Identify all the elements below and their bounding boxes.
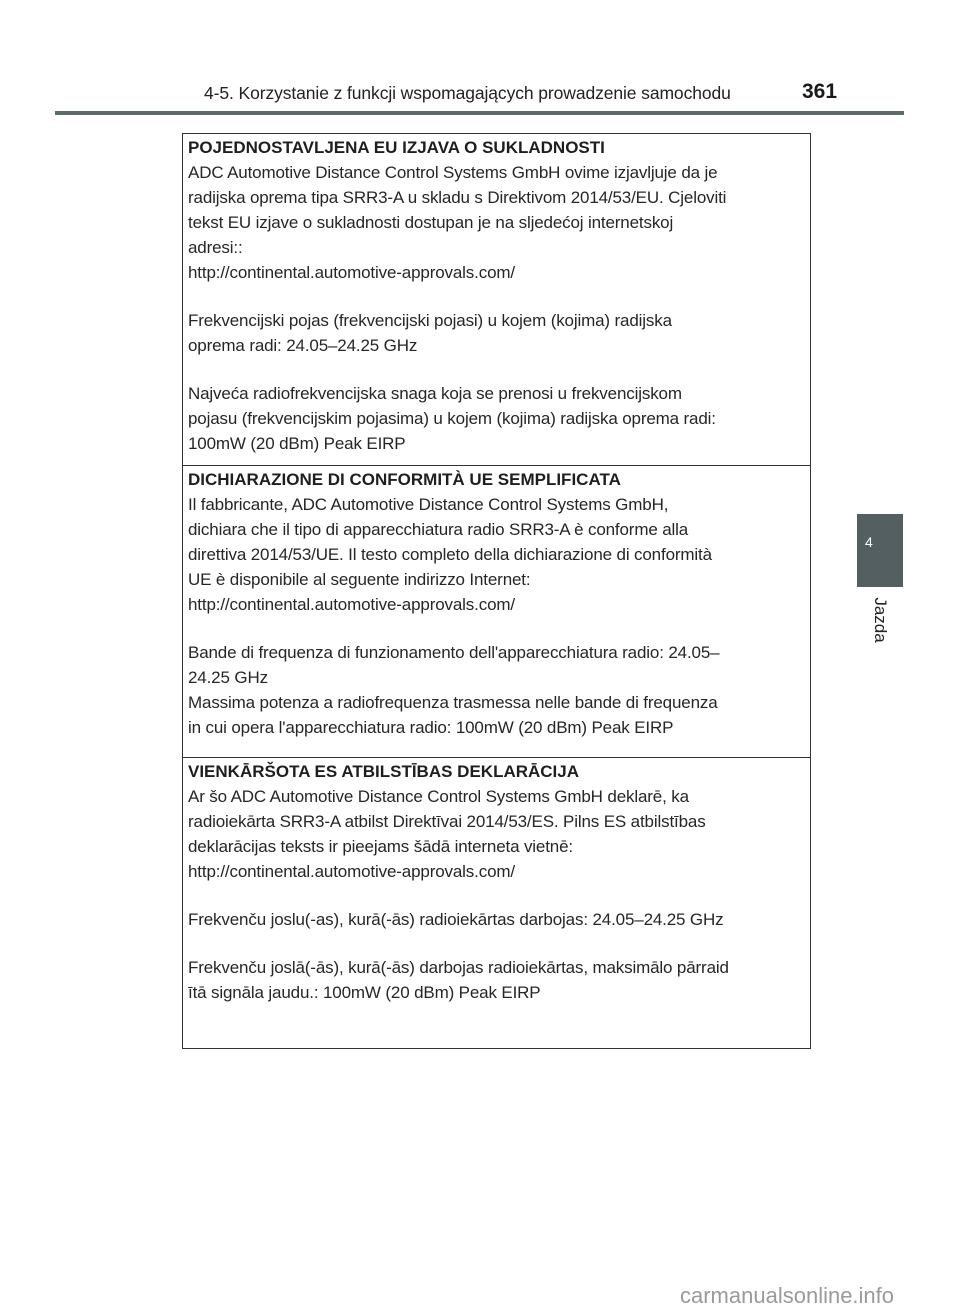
- text-line: oprema radi: 24.05–24.25 GHz: [188, 336, 418, 355]
- text-line: direttiva 2014/53/UE. Il testo completo della dichiarazione di conformità: [188, 545, 712, 564]
- text-line: tekst EU izjave o sukladnosti dostupan je na sljedećoj internetskoj: [188, 213, 674, 232]
- text-line: radijska oprema tipa SRR3-A u skladu s Direktivom 2014/53/EU. Cjeloviti: [188, 188, 727, 207]
- text-line: UE è disponibile al seguente indirizzo Internet:: [188, 570, 531, 589]
- url-text: http://continental.automotive-approvals.com/: [188, 862, 515, 881]
- text-line: Ar šo ADC Automotive Distance Control Systems GmbH deklarē, ka: [188, 787, 689, 806]
- url-text: http://continental.automotive-approvals.com/: [188, 263, 515, 282]
- text-line: ītā signāla jaudu.: 100mW (20 dBm) Peak EIRP: [188, 983, 541, 1002]
- watermark: carmanualsonline.info: [680, 1283, 895, 1308]
- url-text: http://continental.automotive-approvals.com/: [188, 595, 515, 614]
- declaration-section-croatian: [183, 134, 810, 465]
- text-line: deklarācijas teksts ir pieejams šādā interneta vietnē:: [188, 837, 573, 856]
- section-heading: DICHIARAZIONE DI CONFORMITÀ UE SEMPLIFICATA: [188, 470, 621, 489]
- chapter-tab: [857, 514, 903, 587]
- text-line: pojasu (frekvencijskim pojasima) u kojem (kojima) radijska oprema radi:: [188, 409, 716, 428]
- text-line: 24.25 GHz: [188, 668, 268, 687]
- text-line: dichiara che il tipo di apparecchiatura radio SRR3-A è conforme alla: [188, 520, 689, 539]
- text-line: ADC Automotive Distance Control Systems GmbH ovime izjavljuje da je: [188, 163, 718, 182]
- text-line: Frekvencijski pojas (frekvencijski pojasi) u kojem (kojima) radijska: [188, 311, 672, 330]
- text-line: in cui opera l'apparecchiatura radio: 100mW (20 dBm) Peak EIRP: [188, 718, 674, 737]
- text-line: Bande di frequenza di funzionamento dell'apparecchiatura radio: 24.05–: [188, 643, 720, 662]
- section-heading: VIENKĀRŠOTA ES ATBILSTĪBAS DEKLARĀCIJA: [188, 762, 580, 781]
- declaration-section-italian: [183, 465, 810, 757]
- header-divider: [55, 111, 904, 115]
- text-line: Frekvenču joslu(-as), kurā(-ās) radioiekārtas darbojas: 24.05–24.25 GHz: [188, 910, 724, 929]
- chapter-number: 4: [865, 534, 873, 550]
- section-heading: POJEDNOSTAVLJENA EU IZJAVA O SUKLADNOSTI: [188, 138, 605, 157]
- text-line: adresi::: [188, 238, 243, 257]
- declaration-box: [182, 133, 811, 1049]
- text-line: radioiekārta SRR3-A atbilst Direktīvai 2014/53/ES. Pilns ES atbilstības: [188, 812, 706, 831]
- text-line: 100mW (20 dBm) Peak EIRP: [188, 434, 406, 453]
- text-line: Frekvenču joslā(-ās), kurā(-ās) darbojas radioiekārtas, maksimālo pārraid: [188, 958, 729, 977]
- declaration-section-latvian: [183, 757, 810, 1048]
- section-title: 4-5. Korzystanie z funkcji wspomagających prowadzenie samochodu: [204, 83, 731, 103]
- page-number: 361: [802, 80, 838, 103]
- text-line: Massima potenza a radiofrequenza trasmessa nelle bande di frequenza: [188, 693, 718, 712]
- text-line: Najveća radiofrekvencijska snaga koja se prenosi u frekvencijskom: [188, 384, 682, 403]
- text-line: Il fabbricante, ADC Automotive Distance Control Systems GmbH,: [188, 495, 669, 514]
- chapter-label: Jazda: [871, 597, 890, 643]
